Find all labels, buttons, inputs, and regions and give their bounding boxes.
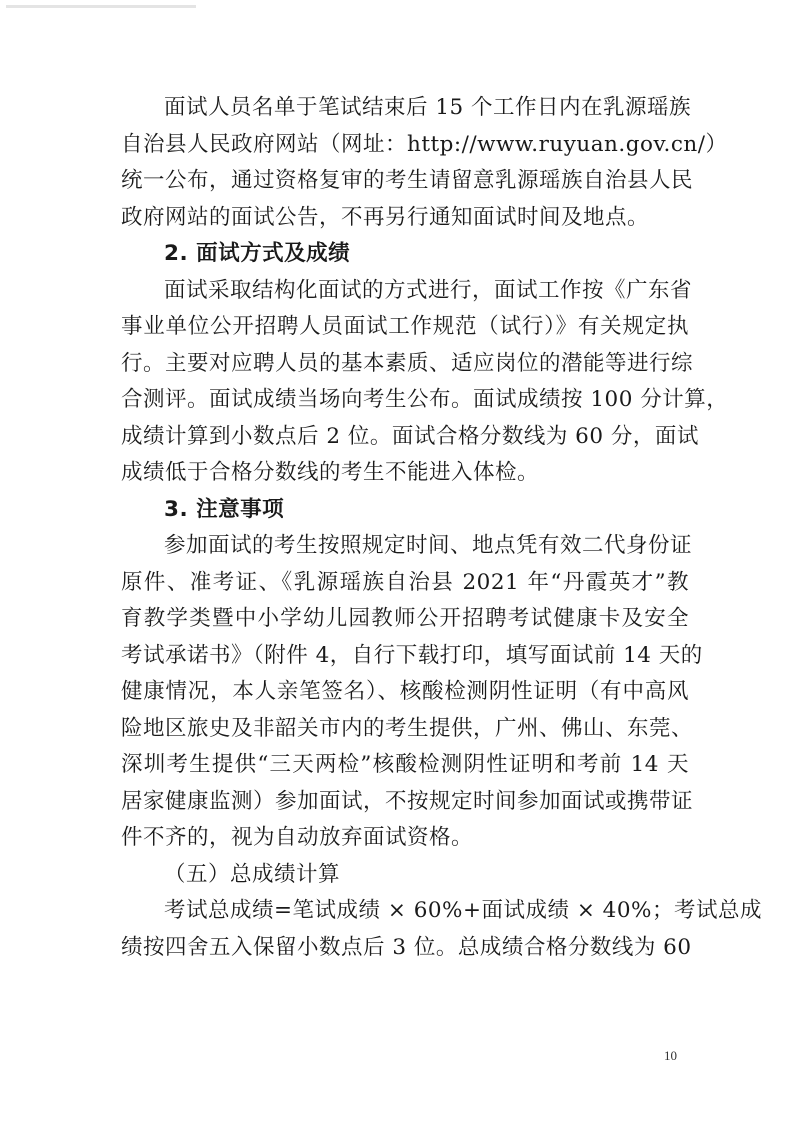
text-line: 绩按四舍五入保留小数点后 3 位。总成绩合格分数线为 60 (121, 934, 692, 960)
scan-header-mark (6, 5, 196, 8)
text-line: 政府网站的面试公告，不再另行通知面试时间及地点。 (121, 204, 650, 230)
section-heading: 2. 面试方式及成绩 (164, 241, 351, 266)
text-line: 成绩低于合格分数线的考生不能进入体检。 (121, 460, 540, 485)
text-line: 参加面试的考生按照规定时间、地点凭有效二代身份证 (164, 533, 693, 558)
text-line: 合测评。面试成绩当场向考生公布。面试成绩按 100 分计算， (121, 387, 729, 412)
text-line: 考试总成绩=笔试成绩 × 60%+面试成绩 × 40%；考试总成 (164, 898, 762, 923)
text-line: 育教学类暨中小学幼儿园教师公开招聘考试健康卡及安全 (121, 606, 689, 631)
text-line: 自治县人民政府网站（网址：http://www.ruyuan.gov.cn/） (121, 131, 728, 157)
text-line: 深圳考生提供“三天两检”核酸检测阴性证明和考前 14 天 (121, 752, 689, 777)
text-line: 原件、准考证、《乳源瑶族自治县 2021 年“丹霞英才”教 (121, 569, 689, 595)
text-line: 行。主要对应聘人员的基本素质、适应岗位的潜能等进行综 (121, 350, 694, 376)
document-body (121, 90, 762, 966)
text-line: 险地区旅史及非韶关市内的考生提供，广州、佛山、东莞、 (121, 715, 694, 741)
text-line: （五）总成绩计算 (164, 861, 341, 887)
text-line: 事业单位公开招聘人员面试工作规范（试行）》有关规定执 (121, 314, 689, 339)
section-heading: 3. 注意事项 (164, 496, 285, 522)
text-line: 考试承诺书》（附件 4，自行下载打印，填写面试前 14 天的 (121, 642, 703, 668)
text-line: 成绩计算到小数点后 2 位。面试合格分数线为 60 分，面试 (121, 423, 699, 449)
text-line: 健康情况，本人亲笔签名）、核酸检测阴性证明（有中高风 (121, 679, 689, 704)
text-line: 面试采取结构化面试的方式进行，面试工作按《广东省 (164, 277, 693, 303)
text-line: 居家健康监测）参加面试，不按规定时间参加面试或携带证 (121, 788, 694, 814)
text-line: 面试人员名单于笔试结束后 15 个工作日内在乳源瑶族 (164, 95, 692, 120)
text-line: 件不齐的，视为自动放弃面试资格。 (121, 825, 474, 850)
text-line: 统一公布，通过资格复审的考生请留意乳源瑶族自治县人民 (121, 168, 694, 193)
page-number: 10 (664, 1048, 677, 1063)
